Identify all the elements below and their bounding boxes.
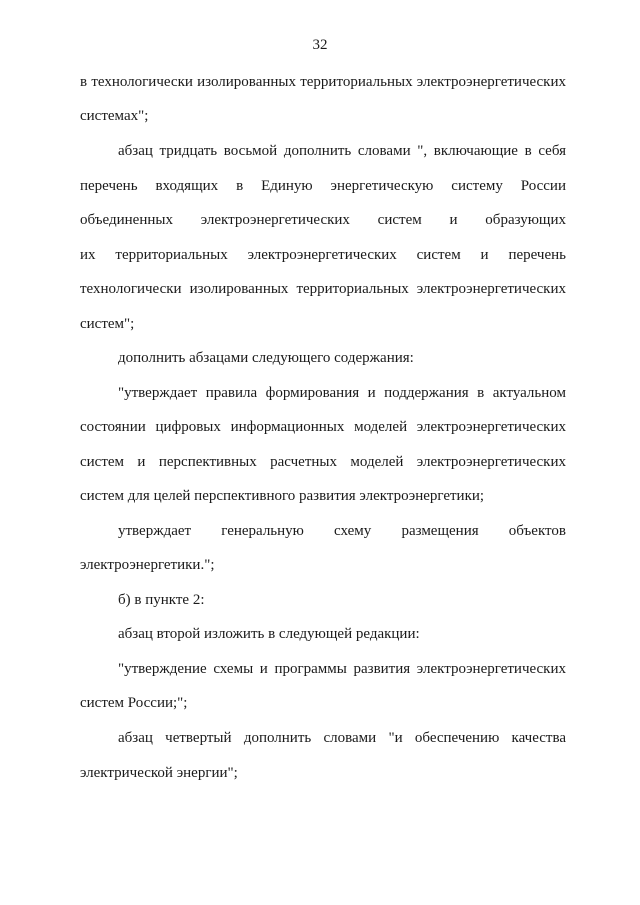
text-line: абзац четвертый дополнить словами "и обеспечению качества <box>118 730 566 746</box>
text-line: перечень входящих в Единую энергетическую систему России <box>80 178 566 194</box>
text-line: технологически изолированных территориальных электроэнергетических <box>80 281 566 297</box>
text-line: дополнить абзацами следующего содержания: <box>118 350 414 366</box>
text-line: систем"; <box>80 316 135 332</box>
text-line: абзац второй изложить в следующей редакции: <box>118 626 420 642</box>
text-line: объединенных электроэнергетических систем и образующих <box>80 212 566 228</box>
text-line: в технологически изолированных территориальных электроэнергетических <box>80 74 566 90</box>
text-line: систем и перспективных расчетных моделей электроэнергетических <box>80 454 566 470</box>
text-line: систем России;"; <box>80 695 188 711</box>
text-line: системах"; <box>80 108 149 124</box>
text-line: систем для целей перспективного развития электроэнергетики; <box>80 488 485 504</box>
text-line: их территориальных электроэнергетических систем и перечень <box>80 247 566 263</box>
text-line: электроэнергетики."; <box>80 557 215 573</box>
text-line: утверждает генеральную схему размещения объектов <box>118 523 566 539</box>
text-line: б) в пункте 2: <box>118 592 205 608</box>
text-line: "утверждение схемы и программы развития электроэнергетических <box>118 661 566 677</box>
text-line: электрической энергии"; <box>80 765 238 781</box>
text-line: состоянии цифровых информационных моделей электроэнергетических <box>80 419 566 435</box>
page-number: 32 <box>312 37 328 53</box>
text-line: абзац тридцать восьмой дополнить словами ", включающие в себя <box>118 143 566 159</box>
text-line: "утверждает правила формирования и поддержания в актуальном <box>118 385 566 401</box>
